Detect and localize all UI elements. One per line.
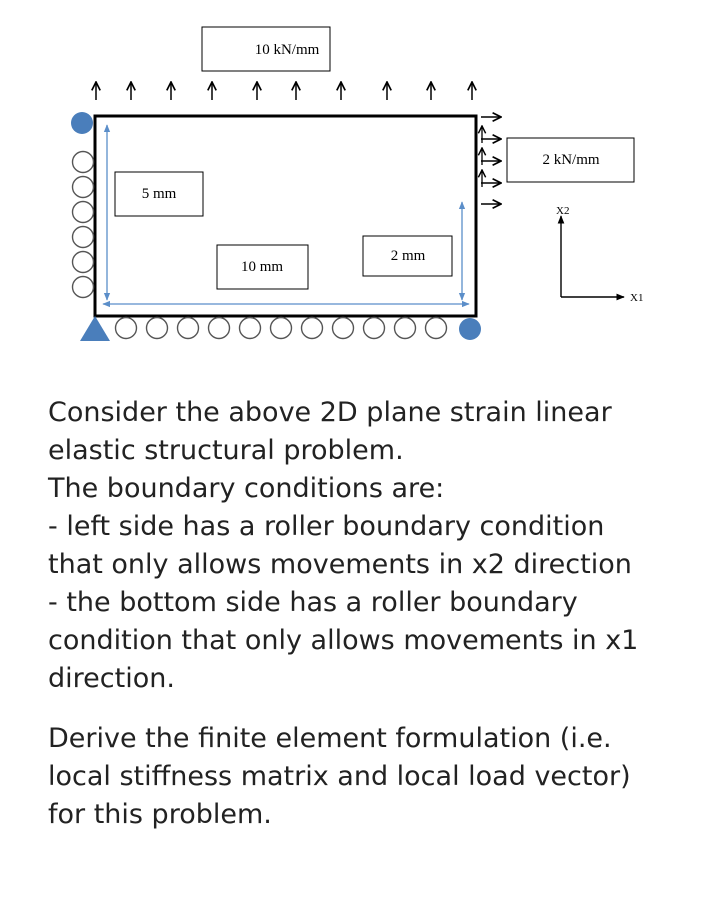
top-load-arrows [96,82,472,100]
task-line: for this problem. [48,799,272,830]
coordinate-axes [556,205,643,304]
roller-icon [240,318,261,339]
roller-icon [73,177,94,198]
roller-icon [302,318,323,339]
problem-line: condition that only allows movements in x1 [48,625,639,656]
bottom-right-node [459,318,481,340]
height-label: 5 mm [141,186,177,202]
roller-icon [73,227,94,248]
width-label: 10 mm [240,259,284,275]
top-load-label: 10 kN/mm [254,42,320,58]
roller-icon [364,318,385,339]
problem-line: Consider the above 2D plane strain linear [48,397,612,428]
bottom-roller-supports [116,318,447,339]
problem-line: - the bottom side has a roller boundary [48,587,578,618]
right-load-arrows [481,117,501,204]
hole-label-box [363,236,452,276]
roller-icon [395,318,416,339]
roller-icon [333,318,354,339]
roller-icon [73,252,94,273]
roller-icon [426,318,447,339]
roller-icon [116,318,137,339]
structural-diagram [0,0,719,360]
height-label-box [115,172,203,216]
roller-icon [209,318,230,339]
hole-label: 2 mm [390,248,426,264]
top-left-node [71,112,93,134]
x2-axis-label: X2 [556,205,570,217]
roller-icon [73,277,94,298]
pin-support-icon [80,316,110,341]
roller-icon [73,202,94,223]
right-load-label: 2 kN/mm [542,152,600,168]
roller-icon [178,318,199,339]
width-label-box [217,245,308,289]
left-roller-supports [73,152,94,298]
task-line: Derive the finite element formulation (i.e. [48,723,612,754]
x1-axis-label: X1 [630,292,644,304]
problem-statement [48,394,698,834]
problem-line: direction. [48,663,175,694]
problem-line: that only allows movements in x2 direction [48,549,632,580]
task-line: local stiffness matrix and local load vector) [48,761,631,792]
right-load-label-box [507,138,634,182]
roller-icon [147,318,168,339]
roller-icon [73,152,94,173]
problem-line: - left side has a roller boundary condition [48,511,605,542]
problem-line: The boundary conditions are: [48,473,445,504]
roller-icon [271,318,292,339]
problem-line: elastic structural problem. [48,435,404,466]
top-load-label-box [202,27,330,71]
